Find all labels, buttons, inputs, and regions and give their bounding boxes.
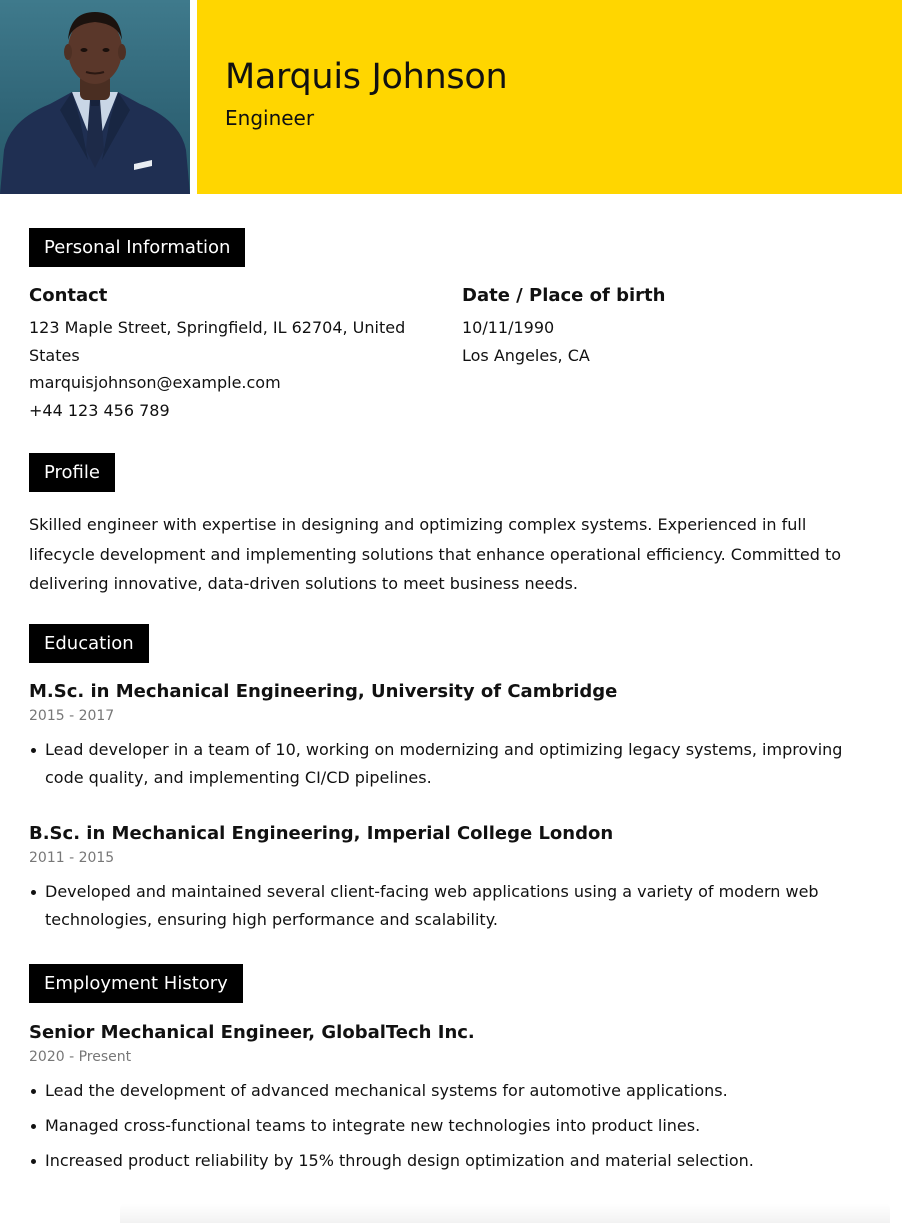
education-entry-bullets <box>29 736 879 791</box>
section-label-personal-information: Personal Information <box>29 228 245 267</box>
birth-place: Los Angeles, CA <box>462 345 590 365</box>
birth-heading: Date / Place of birth <box>462 285 666 306</box>
education-entry-bullets <box>29 878 879 933</box>
education-entry-title: B.Sc. in Mechanical Engineering, Imperial College London <box>29 823 614 844</box>
bullet-item: Lead developer in a team of 10, working on modernizing and optimizing legacy systems, improving code quality, and implementing CI/CD pipelines. <box>29 736 879 791</box>
contact-email: marquisjohnson@example.com <box>29 373 281 392</box>
header-banner <box>197 0 902 194</box>
employment-entry <box>29 1021 879 1182</box>
birth-block <box>462 284 862 369</box>
bullet-item: Developed and maintained several client-facing web applications using a variety of modern web technologies, ensuring high performance and scalability. <box>29 878 879 933</box>
profile-photo <box>0 0 190 194</box>
education-entry-title: M.Sc. in Mechanical Engineering, University of Cambridge <box>29 681 618 702</box>
education-entry-dates: 2015 - 2017 <box>29 708 115 724</box>
profile-summary: Skilled engineer with expertise in designing and optimizing complex systems. Experienced in full lifecycle development and implementing solutions that enhance operational efficiency. Committed to delivering innovative, data-driven solutions to meet business needs. <box>29 515 842 593</box>
bullet-item: Lead the development of advanced mechanical systems for automotive applications. <box>29 1077 879 1105</box>
section-label-education: Education <box>29 624 149 663</box>
person-portrait-icon <box>0 0 190 194</box>
employment-entry-dates: 2020 - Present <box>29 1049 132 1065</box>
education-entry-dates: 2011 - 2015 <box>29 850 115 866</box>
education-entry <box>29 680 879 791</box>
contact-phone: +44 123 456 789 <box>29 400 170 420</box>
contact-heading: Contact <box>29 285 108 306</box>
section-label-employment-history: Employment History <box>29 964 243 1003</box>
candidate-title: Engineer <box>225 106 315 130</box>
candidate-name: Marquis Johnson <box>225 57 508 97</box>
employment-entry-title: Senior Mechanical Engineer, GlobalTech Inc. <box>29 1022 475 1043</box>
contact-address-line1: 123 Maple Street, Springfield, IL 62704, United <box>29 318 406 337</box>
contact-block <box>29 284 439 424</box>
birth-date: 10/11/1990 <box>462 318 555 337</box>
resume-header <box>0 0 902 194</box>
page-edge-shadow <box>120 1203 890 1223</box>
section-label-profile: Profile <box>29 453 115 492</box>
education-entry <box>29 822 879 933</box>
bullet-item: Managed cross-functional teams to integrate new technologies into product lines. <box>29 1112 879 1140</box>
contact-address-line2: States <box>29 345 80 365</box>
bullet-item: Increased product reliability by 15% through design optimization and material selection. <box>29 1147 879 1175</box>
employment-entry-bullets <box>29 1077 879 1175</box>
